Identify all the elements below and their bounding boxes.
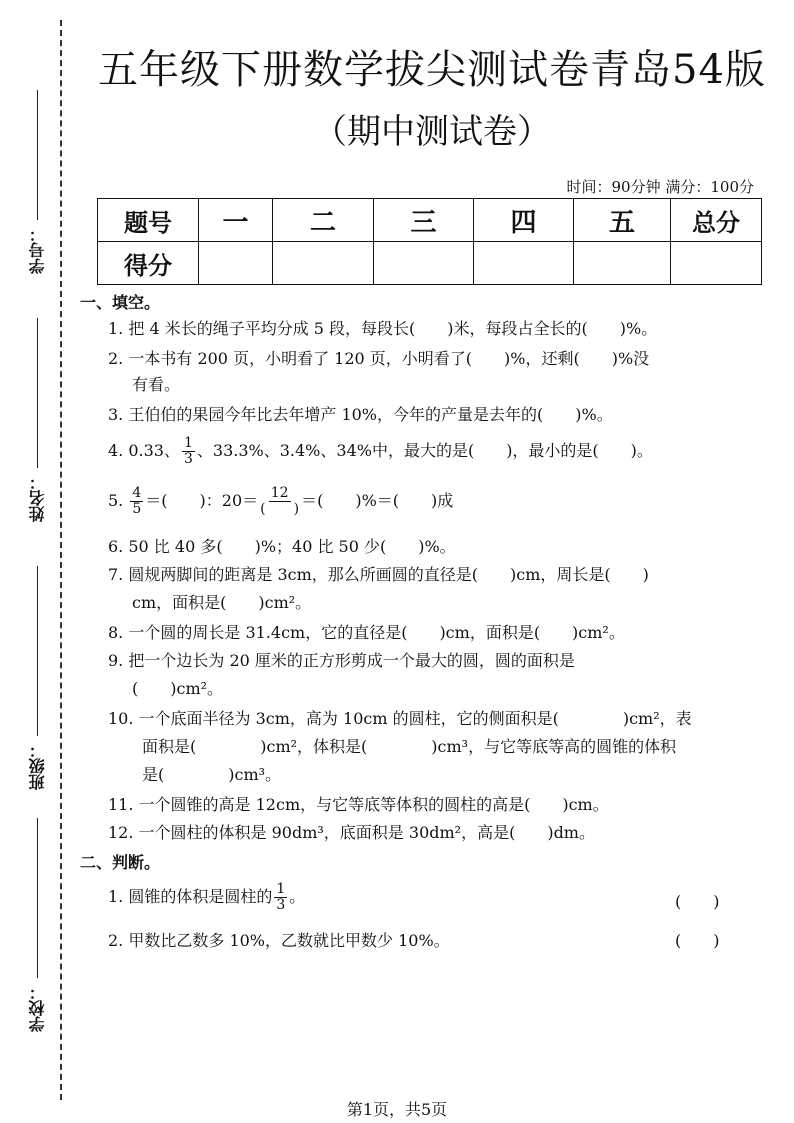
fraction (260, 486, 299, 517)
question-5-text-post: ＝( )%＝( )成 (301, 491, 454, 510)
class-field (14, 566, 60, 790)
question-7-continued: cm，面积是( )cm²。 (132, 593, 312, 612)
section-fill-in-heading: 一、填空。 (80, 293, 161, 312)
question-6: 6. 50 比 40 多( )%；40 比 50 少( )%。 (108, 537, 456, 556)
question-12: 12. 一个圆柱的体积是 90dm³，底面积是 30dm²，高是( )dm。 (108, 823, 595, 842)
question-11: 11. 一个圆锥的高是 12cm，与它等底等体积的圆柱的高是( )cm。 (108, 795, 609, 814)
question-9-continued: ( )cm²。 (132, 679, 224, 698)
question-3: 3. 王伯伯的果园今年比去年增产 10%，今年的产量是去年的( )%。 (108, 405, 613, 424)
question-10-continued: 面积是( )cm²，体积是( )cm³，与它等底等高的圆锥的体积 (142, 737, 677, 756)
score-table-header: 四 (474, 199, 574, 242)
score-table-header: 三 (374, 199, 474, 242)
school-label: 学校： (27, 984, 47, 1032)
fraction-numerator: 1 (276, 881, 286, 897)
fraction-denominator: ( ) (260, 501, 300, 517)
score-table-header: 总分 (671, 199, 762, 242)
fraction-numerator: 1 (183, 435, 193, 451)
question-9: 9. 把一个边长为 20 厘米的正方形剪成一个最大的圆，圆的面积是 (108, 651, 575, 670)
score-cell[interactable] (374, 242, 474, 285)
class-label: 班级： (27, 742, 47, 790)
score-cell[interactable] (671, 242, 762, 285)
score-table (97, 198, 762, 285)
fraction-denominator: 5 (132, 501, 142, 517)
question-5 (108, 486, 736, 517)
school-field (14, 818, 60, 1032)
binding-dashed-line (60, 20, 62, 1100)
judge-question-2: 2. 甲数比乙数多 10%，乙数就比甲数少 10%。 (108, 931, 450, 950)
student-id-label: 学号： (27, 226, 47, 274)
judge-answer-bracket-1[interactable]: ( ) (675, 892, 720, 911)
page-title: 五年级下册数学拔尖测试卷青岛54版 (98, 47, 766, 93)
score-table-header-row (98, 199, 762, 242)
score-row-label: 得分 (98, 242, 199, 285)
question-10-continued-2: 是( )cm³。 (142, 765, 282, 784)
question-1: 1. 把 4 米长的绳子平均分成 5 段，每段长( )米，每段占全长的( )%。 (108, 319, 658, 338)
score-table-header: 二 (273, 199, 374, 242)
page-subtitle: （期中测试卷） (313, 112, 551, 152)
score-table-header: 题号 (98, 199, 199, 242)
section-judge-heading: 二、判断。 (80, 853, 161, 872)
fraction (274, 882, 287, 913)
score-table-score-row (98, 242, 762, 285)
score-cell[interactable] (273, 242, 374, 285)
question-10: 10. 一个底面半径为 3cm，高为 10cm 的圆柱，它的侧面积是( )cm²，表 (108, 709, 692, 728)
score-cell[interactable] (199, 242, 273, 285)
question-2: 2. 一本书有 200 页，小明看了 120 页，小明看了( )%，还剩( )%没 (108, 349, 650, 368)
page-footer: 第1页，共5页 (346, 1100, 448, 1119)
score-cell[interactable] (574, 242, 671, 285)
question-5-text-pre: 5. (108, 491, 129, 510)
fraction-denominator: 3 (276, 897, 286, 913)
exam-meta: 时间：90分钟 满分：100分 (566, 178, 754, 196)
judge-answer-bracket-2[interactable]: ( ) (675, 931, 720, 950)
fraction (182, 436, 195, 467)
score-table-header: 五 (574, 199, 671, 242)
name-label: 姓名： (27, 474, 47, 522)
question-4 (108, 436, 736, 467)
question-2-continued: 有看。 (132, 375, 181, 394)
student-id-field (14, 90, 60, 274)
fraction (130, 486, 143, 517)
fraction-numerator: 4 (132, 485, 142, 501)
name-field (14, 318, 60, 522)
question-4-text-pre: 4. 0.33、 (108, 441, 180, 460)
judge-question-1-text-pre: 1. 圆锥的体积是圆柱的 (108, 887, 273, 906)
fraction-denominator: 3 (183, 451, 193, 467)
judge-question-1-text-post: 。 (289, 887, 306, 906)
question-5-text-mid: ＝( )：20＝ (145, 491, 259, 510)
question-8: 8. 一个圆的周长是 31.4cm，它的直径是( )cm，面积是( )cm²。 (108, 623, 625, 642)
judge-question-1 (108, 882, 736, 913)
question-4-text-post: 、33.3%、3.4%、34%中，最大的是( )，最小的是( )。 (196, 441, 653, 460)
score-cell[interactable] (474, 242, 574, 285)
score-table-header: 一 (199, 199, 273, 242)
fraction-numerator: 12 (270, 485, 289, 501)
question-7: 7. 圆规两脚间的距离是 3cm，那么所画圆的直径是( )cm，周长是( ) (108, 565, 649, 584)
